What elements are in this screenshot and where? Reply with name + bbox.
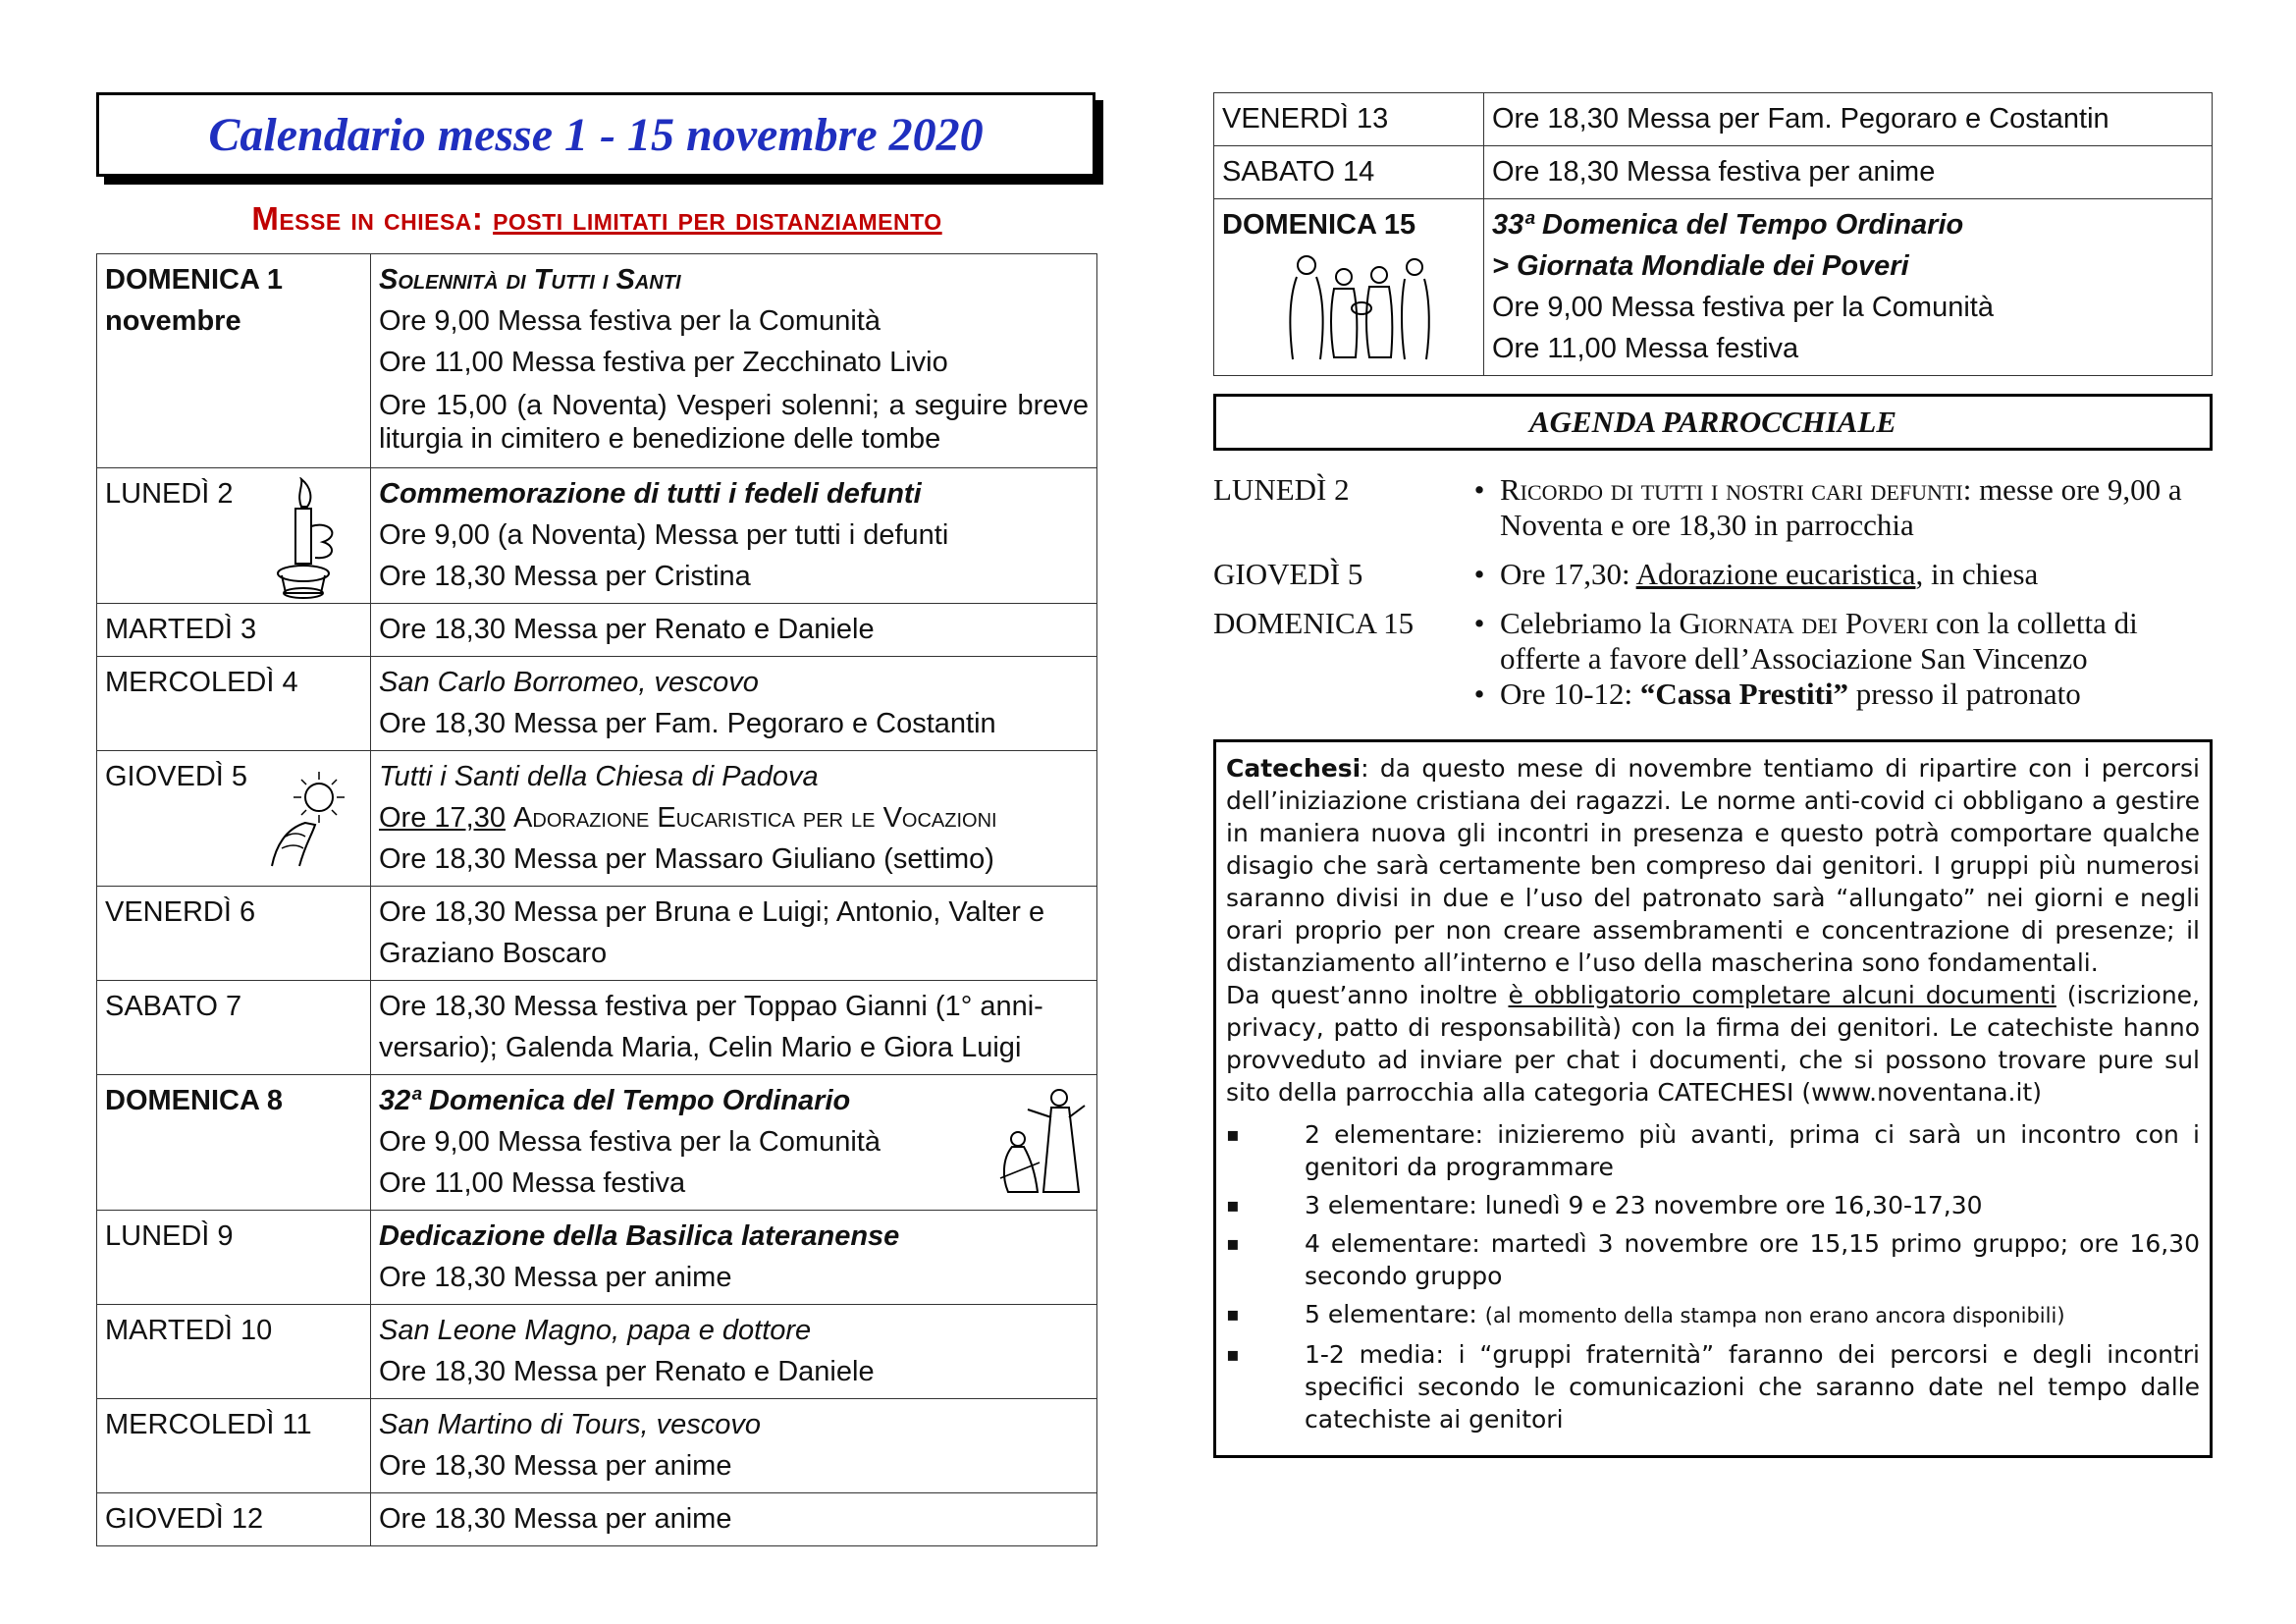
table-row <box>97 604 1097 657</box>
subtitle-part2: posti limitati per distanziamento <box>493 200 942 237</box>
agenda-item-highlight: Giornata dei Poveri <box>1679 606 1929 640</box>
adoration-text: Adorazione Eucaristica per le Vocazioni <box>513 802 997 834</box>
event-cell <box>1484 199 2213 376</box>
adoration-line <box>379 797 1089 839</box>
page-title: Calendario messe 1 - 15 novembre 2020 <box>208 108 984 161</box>
list-item <box>1226 1118 2200 1183</box>
catechesi-text: (iscrizione, privacy, patto di responsabilità) con la firma dei genitori. Le catechiste hanno provveduto ad inviare per chat i documenti, che si possono trovare pure sul sito della parrocchia alla categoria CATECHESI (www.noventana.it) <box>1226 981 2200 1107</box>
list-item <box>1226 1298 2200 1332</box>
agenda-item-text: presso il patronato <box>1848 677 2081 711</box>
catechesi-text: Da quest’anno inoltre <box>1226 981 1509 1009</box>
catechesi-list <box>1226 1118 2200 1435</box>
table-row <box>1214 93 2213 146</box>
agenda-item <box>1459 606 2213 677</box>
agenda-item-highlight: “Cassa Prestiti” <box>1639 677 1849 711</box>
table-row <box>97 981 1097 1075</box>
table-row <box>1214 199 2213 376</box>
event-cell <box>371 1075 1097 1211</box>
day-label: LUNEDÌ 2 <box>105 478 234 510</box>
feast-subtitle: > Giornata Mondiale dei Poveri <box>1492 250 1909 282</box>
table-row <box>97 887 1097 981</box>
agenda-item-text: : messe ore 9,00 a Noventa e ore 18,30 in parrocchia <box>1500 472 2182 542</box>
feast-title: San Martino di Tours, vescovo <box>379 1409 762 1440</box>
event-cell <box>371 1493 1097 1546</box>
event-cell <box>1484 93 2213 146</box>
agenda-title-box <box>1213 394 2213 451</box>
day-cell <box>97 604 371 657</box>
list-item-text: 4 elementare: martedì 3 novembre ore 15,15 primo gruppo; ore 16,30 secondo gruppo <box>1305 1229 2200 1290</box>
event-cell <box>371 751 1097 887</box>
day-cell <box>97 1399 371 1493</box>
catechesi-paragraph-2 <box>1226 979 2200 1109</box>
feast-title: San Leone Magno, papa e dottore <box>379 1315 812 1346</box>
people-group-icon <box>1281 249 1438 361</box>
square-bullet-icon: ▪ <box>1226 1122 1240 1146</box>
day-cell <box>97 1305 371 1399</box>
candle-icon <box>272 477 352 601</box>
agenda-item-time: Ore 17,30: <box>1500 557 1636 591</box>
mass-line: Ore 18,30 Messa per anime <box>379 1450 732 1482</box>
day-cell <box>97 468 371 604</box>
day-label: DOMENICA 15 <box>1222 209 1416 241</box>
square-bullet-icon: ▪ <box>1226 1231 1240 1255</box>
mass-line: Ore 9,00 Messa festiva per la Comunità <box>379 305 881 337</box>
day-cell <box>1214 199 1484 376</box>
day-cell <box>97 751 371 887</box>
agenda-item-highlight: Adorazione eucaristica <box>1635 557 1916 591</box>
day-label-month: novembre <box>105 305 241 337</box>
event-cell <box>371 254 1097 468</box>
list-item-text: 5 elementare: <box>1305 1300 1485 1328</box>
event-cell <box>371 1211 1097 1305</box>
bullet-icon: • <box>1473 606 1485 640</box>
feast-title: Dedicazione della Basilica lateranense <box>379 1220 900 1252</box>
event-cell <box>371 981 1097 1075</box>
mass-line: Ore 18,30 Messa per anime <box>379 1503 732 1535</box>
title-box <box>96 92 1095 177</box>
day-label: SABATO 7 <box>105 991 242 1022</box>
agenda-item-pre: Celebriamo la <box>1500 606 1680 640</box>
mass-line: Ore 18,30 Messa per Renato e Daniele <box>379 1356 875 1387</box>
event-cell <box>371 887 1097 981</box>
catechesi-underlined: è obbligatorio completare alcuni documenti <box>1508 981 2056 1009</box>
table-row <box>97 254 1097 468</box>
mass-line: Ore 9,00 (a Noventa) Messa per tutti i defunti <box>379 519 949 551</box>
agenda-day: LUNEDÌ 2 <box>1213 472 1350 507</box>
mass-line: Graziano Boscaro <box>379 938 608 969</box>
day-label: LUNEDÌ 9 <box>105 1220 234 1252</box>
event-cell <box>371 604 1097 657</box>
feast-title: Solennità di Tutti i Santi <box>379 264 681 296</box>
table-row <box>97 1399 1097 1493</box>
mass-line: Ore 18,30 Messa per Renato e Daniele <box>379 614 875 645</box>
square-bullet-icon: ▪ <box>1226 1302 1240 1326</box>
day-cell <box>97 981 371 1075</box>
table-row <box>97 1211 1097 1305</box>
day-label: VENERDÌ 6 <box>105 896 256 928</box>
agenda-entry <box>1213 606 2213 712</box>
mass-line: Ore 18,30 Messa per Fam. Pegoraro e Costantin <box>1492 103 2109 135</box>
mass-line: Ore 9,00 Messa festiva per la Comunità <box>379 1126 881 1158</box>
table-row <box>97 1305 1097 1399</box>
bullet-icon: • <box>1473 677 1485 711</box>
day-label: MERCOLEDÌ 4 <box>105 667 298 698</box>
day-label: GIOVEDÌ 12 <box>105 1503 264 1535</box>
mass-line: Ore 9,00 Messa festiva per la Comunità <box>1492 292 1994 323</box>
event-cell <box>371 1305 1097 1399</box>
day-label: MERCOLEDÌ 11 <box>105 1409 312 1440</box>
agenda-item-highlight: Ricordo di tutti i nostri cari defunti <box>1500 472 1963 507</box>
table-row <box>97 1493 1097 1546</box>
feast-title: 33ª Domenica del Tempo Ordinario <box>1492 209 1964 241</box>
table-row <box>1214 146 2213 199</box>
agenda-item-text: con la colletta di offerte a favore dell’Associazione San Vincenzo <box>1500 606 2138 676</box>
event-cell <box>1484 146 2213 199</box>
event-cell <box>371 657 1097 751</box>
agenda-item-time: Ore 10-12: <box>1500 677 1640 711</box>
day-cell <box>1214 146 1484 199</box>
list-item-note: (al momento della stampa non erano ancora disponibili) <box>1484 1304 2065 1327</box>
day-label: DOMENICA 8 <box>105 1085 283 1116</box>
feast-title: 32ª Domenica del Tempo Ordinario <box>379 1085 851 1116</box>
catechesi-box <box>1213 739 2213 1458</box>
table-row <box>97 657 1097 751</box>
left-column <box>96 92 1097 1546</box>
day-cell <box>97 1075 371 1211</box>
mass-line: Ore 18,30 Messa per Massaro Giuliano (settimo) <box>379 843 994 875</box>
list-item-text: 1-2 media: i “gruppi fraternità” faranno dei percorsi e degli incontri specifici secondo le comunicazioni che saranno date nel tempo dalle catechiste ai genitori <box>1305 1340 2200 1434</box>
mass-line: Ore 11,00 Messa festiva <box>1492 333 1799 364</box>
mass-line: Ore 18,30 Messa festiva per anime <box>1492 156 1936 188</box>
day-label: MARTEDÌ 3 <box>105 614 257 645</box>
right-column <box>1213 92 2213 1458</box>
mass-line: Ore 18,30 Messa festiva per Toppao Gianni (1° anni- <box>379 991 1043 1022</box>
day-cell <box>1214 93 1484 146</box>
monstrance-icon <box>266 768 354 870</box>
day-cell <box>97 1493 371 1546</box>
feast-title: Tutti i Santi della Chiesa di Padova <box>379 761 819 792</box>
bullet-icon: • <box>1473 557 1485 591</box>
agenda-day: GIOVEDÌ 5 <box>1213 557 1363 591</box>
event-cell <box>371 468 1097 604</box>
list-item <box>1226 1338 2200 1435</box>
day-cell <box>97 254 371 468</box>
event-cell <box>371 1399 1097 1493</box>
agenda-entry <box>1213 472 2213 543</box>
catechesi-paragraph-1 <box>1226 752 2200 979</box>
square-bullet-icon: ▪ <box>1226 1193 1240 1217</box>
mass-line: Ore 11,00 Messa festiva <box>379 1167 686 1199</box>
mass-line: Ore 18,30 Messa per Bruna e Luigi; Antonio, Valter e <box>379 896 1045 928</box>
bullet-icon: • <box>1473 472 1485 507</box>
day-label: MARTEDÌ 10 <box>105 1315 273 1346</box>
list-item <box>1226 1227 2200 1292</box>
list-item-text: 2 elementare: inizieremo più avanti, prima ci sarà un incontro con i genitori da programmare <box>1305 1120 2200 1181</box>
square-bullet-icon: ▪ <box>1226 1342 1240 1366</box>
day-cell <box>97 1211 371 1305</box>
agenda-day: DOMENICA 15 <box>1213 606 1415 640</box>
day-label: GIOVEDÌ 5 <box>105 761 248 792</box>
agenda-item <box>1459 472 2213 543</box>
agenda-item <box>1459 557 2213 592</box>
subtitle-part1: Messe in chiesa: <box>251 200 484 237</box>
mass-line: Ore 11,00 Messa festiva per Zecchinato Livio <box>379 347 948 378</box>
table-row <box>97 1075 1097 1211</box>
day-cell <box>97 887 371 981</box>
mass-calendar-table-continued <box>1213 92 2213 376</box>
catechesi-text: : da questo mese di novembre tentiamo di ripartire con i percorsi dell’iniziazione cristiana dei ragazzi. Le norme anti-covid ci obbligano a gestire in maniera nuova gli incontri in presenza e questo potrà comportare qualche disagio che sarà certamente ben compreso dai genitori. I gruppi più numerosi saranno divisi in due e l’uso del patronato sarà “allungato” nei giorni e negli orari proprio per non creare assembramenti e concentrazione di presenze; il distanziamento all’interno e l’uso della mascherina sono fondamentali. <box>1226 754 2200 977</box>
catechesi-label: Catechesi <box>1226 754 1362 783</box>
mass-line: Ore 18,30 Messa per Fam. Pegoraro e Costantin <box>379 708 996 739</box>
table-row <box>97 751 1097 887</box>
vespers-note: Ore 15,00 (a Noventa) Vesperi solenni; a seguire breve liturgia in cimitero e benedizione delle tombe <box>379 390 1089 455</box>
mass-line: Ore 18,30 Messa per Cristina <box>379 561 751 592</box>
saint-figures-icon <box>994 1084 1089 1198</box>
day-cell <box>97 657 371 751</box>
adoration-time: Ore 17,30 <box>379 802 506 834</box>
feast-title: San Carlo Borromeo, vescovo <box>379 667 759 698</box>
agenda-item <box>1459 677 2213 712</box>
list-item-text: 3 elementare: lunedì 9 e 23 novembre ore 16,30-17,30 <box>1305 1191 1983 1219</box>
table-row <box>97 468 1097 604</box>
day-label: SABATO 14 <box>1222 156 1375 188</box>
list-item <box>1226 1189 2200 1221</box>
agenda-list <box>1213 472 2213 712</box>
agenda-entry <box>1213 557 2213 592</box>
day-label: VENERDÌ 13 <box>1222 103 1389 135</box>
subtitle <box>96 200 1097 238</box>
day-label: DOMENICA 1 <box>105 264 283 296</box>
mass-line: versario); Galenda Maria, Celin Mario e Giora Luigi <box>379 1032 1022 1063</box>
mass-calendar-table <box>96 253 1097 1546</box>
feast-title: Commemorazione di tutti i fedeli defunti <box>379 478 922 510</box>
mass-line: Ore 18,30 Messa per anime <box>379 1262 732 1293</box>
agenda-item-text: , in chiesa <box>1915 557 2039 591</box>
agenda-title: AGENDA PARROCCHIALE <box>1528 405 1897 439</box>
